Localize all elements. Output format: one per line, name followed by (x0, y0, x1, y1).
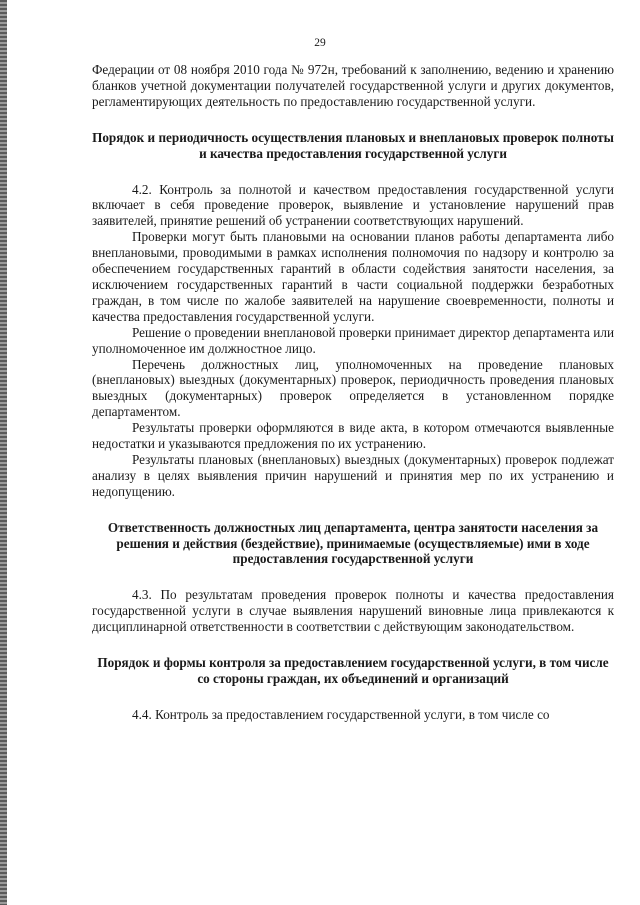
paragraph-4-3: 4.3. По результатам проведения проверок полноты и качества предоставления государственной услуги в случае выявления нарушений виновные лица привлекаются к дисциплинарной ответственности в соответствии с действующим законодательством. (92, 587, 614, 635)
paragraph-4-2-f: Результаты плановых (внеплановых) выездных (документарных) проверок подлежат анализу в целях выявления причин нарушений и принятия мер по их устранению и недопущению. (92, 451, 614, 499)
paragraph-4-4: 4.4. Контроль за предоставлением государственной услуги, в том числе со (132, 706, 550, 722)
scan-edge-strip (0, 0, 7, 905)
paragraph-4-2-b: Проверки могут быть плановыми на основании планов работы департамента либо внеплановыми, проводимыми в рамках исполнения полномочия по надзору и контролю за обеспечением государственных гарантий в области содействия занятости населения, за исключением государственных гарантий в части социальной поддержки безработных граждан, в том числе по жалобе заявителей на нарушение своевременности, полноты и качества предоставления государственной услуги. (92, 229, 614, 324)
paragraph-4-2-e: Результаты проверки оформляются в виде акта, в котором отмечаются выявленные недостатки и указываются предложения по их устранению. (92, 420, 614, 452)
document-body (92, 62, 614, 723)
page-number: 29 (314, 37, 326, 49)
paragraph-4-2-c: Решение о проведении внеплановой проверки принимает директор департамента или уполномоченное им должностное лицо. (92, 324, 614, 356)
section-heading-responsibility: Ответственность должностных лиц департамента, центра занятости населения за решения и действия (бездействие), принимаемые (осуществляемые) ими в ходе предоставления государственной услуги (107, 519, 599, 567)
section-heading-inspections: Порядок и периодичность осуществления плановых и внеплановых проверок полноты и качества предоставления государственной услуги (92, 129, 614, 161)
intro-paragraph: Федерации от 08 ноября 2010 года № 972н, требований к заполнению, ведению и хранению бланков учетной документации получателей государственной услуги и других документов, регламентирующих деятельность по предоставлению государственной услуги. (92, 62, 614, 109)
paragraph-4-2-a: 4.2. Контроль за полнотой и качеством предоставления государственной услуги включает в себя проведение проверок, выявление и установление нарушений прав заявителей, принятие решений об устранении соответствующих нарушений. (92, 181, 614, 229)
section-heading-control-forms: Порядок и формы контроля за предоставлением государственной услуги, в том числе со стороны граждан, их объединений и организаций (97, 655, 609, 686)
paragraph-4-2-d: Перечень должностных лиц, уполномоченных на проведение плановых (внеплановых) выездных (документарных) проверок, периодичность проведения плановых выездных (документарных) проверок определяется в установленном порядке департаментом. (92, 356, 614, 420)
